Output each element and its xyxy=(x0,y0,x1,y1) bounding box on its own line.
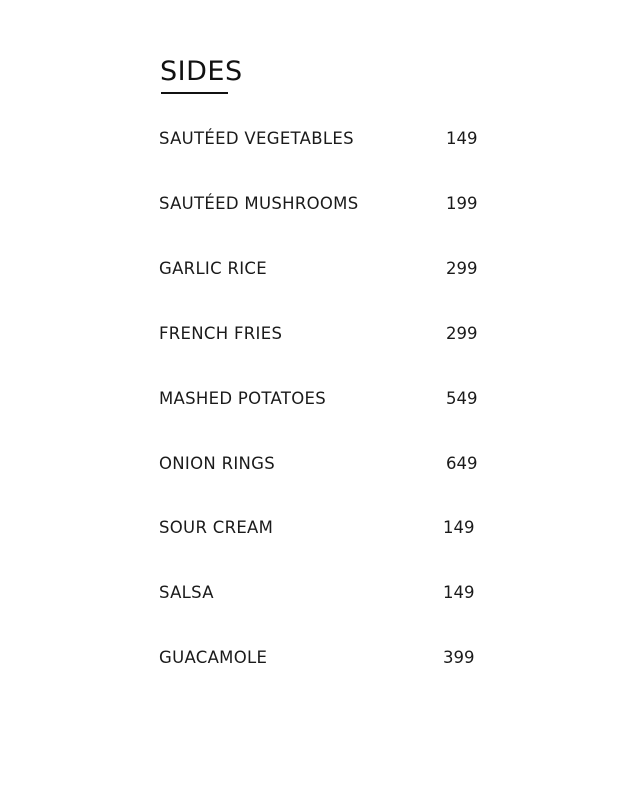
menu-item xyxy=(0,387,638,411)
item-name: GARLIC RICE xyxy=(159,259,267,278)
item-name: SOUR CREAM xyxy=(159,518,274,537)
item-name: SALSA xyxy=(159,583,214,602)
item-price: 299 xyxy=(446,324,478,343)
item-price: 399 xyxy=(443,648,475,667)
menu-item xyxy=(0,257,638,281)
menu-item xyxy=(0,322,638,346)
item-price: 149 xyxy=(446,129,478,148)
item-price: 549 xyxy=(446,389,478,408)
item-name: MASHED POTATOES xyxy=(159,389,326,408)
menu-item xyxy=(0,192,638,216)
item-name: SAUTÉED MUSHROOMS xyxy=(159,194,359,213)
item-name: SAUTÉED VEGETABLES xyxy=(159,129,354,148)
menu-item xyxy=(0,581,638,605)
item-price: 149 xyxy=(443,583,475,602)
menu-item xyxy=(0,127,638,151)
item-name: FRENCH FRIES xyxy=(159,324,283,343)
item-name: ONION RINGS xyxy=(159,454,276,473)
menu-item xyxy=(0,452,638,476)
item-price: 149 xyxy=(443,518,475,537)
menu-item xyxy=(0,646,638,670)
item-price: 199 xyxy=(446,194,478,213)
item-name: GUACAMOLE xyxy=(159,648,268,667)
item-price: 299 xyxy=(446,259,478,278)
menu-item xyxy=(0,516,638,540)
item-price: 649 xyxy=(446,454,478,473)
section-title: SIDES xyxy=(160,56,243,87)
